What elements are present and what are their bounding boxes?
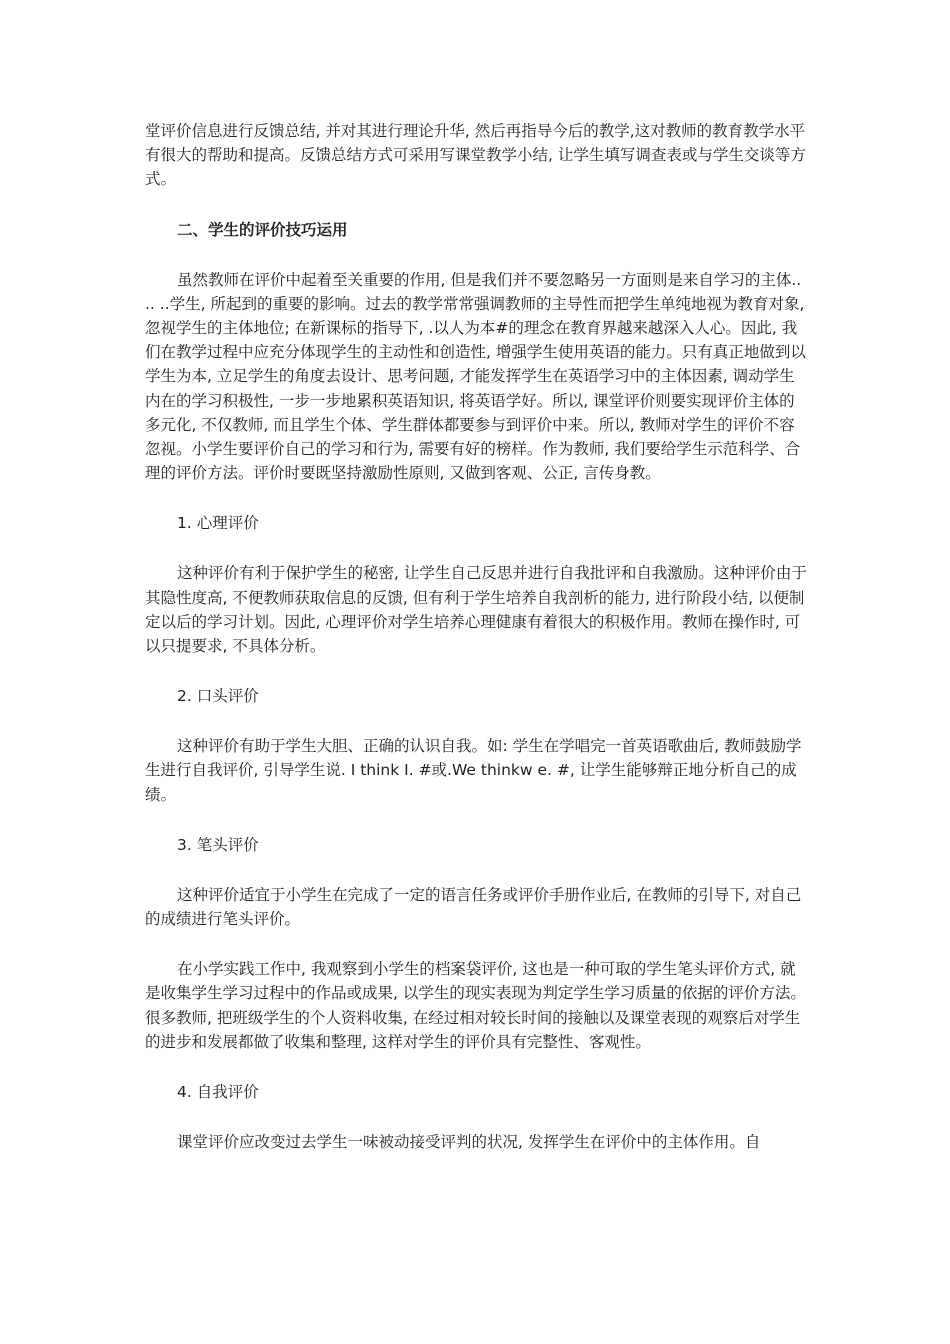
section-heading-student-evaluation: 二、学生的评价技巧运用 [177,220,348,239]
paragraph-written-evaluation: 这种评价适宜于小学生在完成了一定的语言任务或评价手册作业后, 在教师的引导下, 对自己的成绩进行笔头评价。 [145,885,802,929]
subheading-psychological-evaluation: 1. 心理评价 [177,514,259,533]
paragraph-self-evaluation: 课堂评价应改变过去学生一味被动接受评判的状况, 发挥学生在评价中的主体作用。自 [177,1133,761,1152]
subheading-oral-evaluation: 2. 口头评价 [177,687,259,706]
paragraph-portfolio-evaluation: 在小学实践工作中, 我观察到小学生的档案袋评价, 这也是一种可取的学生笔头评价方式, 就是收集学生学习过程中的作品或成果, 以学生的现实表现为判定学生学习质量的依据的评价方法。很多教师, 把班级学生的个人资料收集, 在经过相对较长时间的接触以及课堂表现的观察后对学生的进步和发展都做了收集和整理, 这样对学生的评价具有完整性、客观性。 [145,960,806,1051]
subheading-written-evaluation: 3. 笔头评价 [177,835,259,854]
subheading-self-evaluation: 4. 自我评价 [177,1083,259,1102]
paragraph-oral-evaluation: 这种评价有助于学生大胆、正确的认识自我。如: 学生在学唱完一首英语歌曲后, 教师鼓励学生进行自我评价, 引导学生说. I think I. #或.We thinkw e. #, 让学生能够辩正地分析自己的成绩。 [145,737,802,804]
paragraph-psychological-evaluation: 这种评价有利于保护学生的秘密, 让学生自己反思并进行自我批评和自我激励。这种评价由于其隐性度高, 不便教师获取信息的反馈, 但有利于学生培养自我剖析的能力, 进行阶段小结, 以便制定以后的学习计划。因此, 心理评价对学生培养心理健康有着很大的积极作用。教师在操作时, 可以只提要求, 不具体分析。 [145,564,807,656]
paragraph-student-subject: 虽然教师在评价中起着至关重要的作用, 但是我们并不要忽略另一方面则是来自学习的主体.. .. ..学生, 所起到的重要的影响。过去的教学常常强调教师的主导性而把学生单纯地视为教育对象, 忽视学生的主体地位; 在新课标的指导下, .以人为本#的理念在教育界越来越深入人心。因此, 我们在教学过程中应充分体现学生的主动性和创造性, 增强学生使用英语的能力。只有真正地做到以学生为本, 立足学生的角度去设计、思考问题, 才能发挥学生在英语学习中的主体因素, 调动学生内在的学习积极性, 一步一步地累积英语知识, 将英语学好。所以, 课堂评价则要实现评价主体的多元化, 不仅教师, 而且学生个体、学生群体都要参与到评价中来。所以, 教师对学生的评价不容忽视。小学生要评价自己的学习和行为, 需要有好的榜样。作为教师, 我们要给学生示范科学、合理的评价方法。评价时要既坚持激励性原则, 又做到客观、公正, 言传身教。 [145,270,806,483]
paragraph-feedback-summary: 堂评价信息进行反馈总结, 并对其进行理论升华, 然后再指导今后的教学,这对教师的教育教学水平有很大的帮助和提高。反馈总结方式可采用写课堂教学小结, 让学生填写调查表或与学生交谈等方式。 [145,122,806,189]
document-body [145,119,810,1154]
